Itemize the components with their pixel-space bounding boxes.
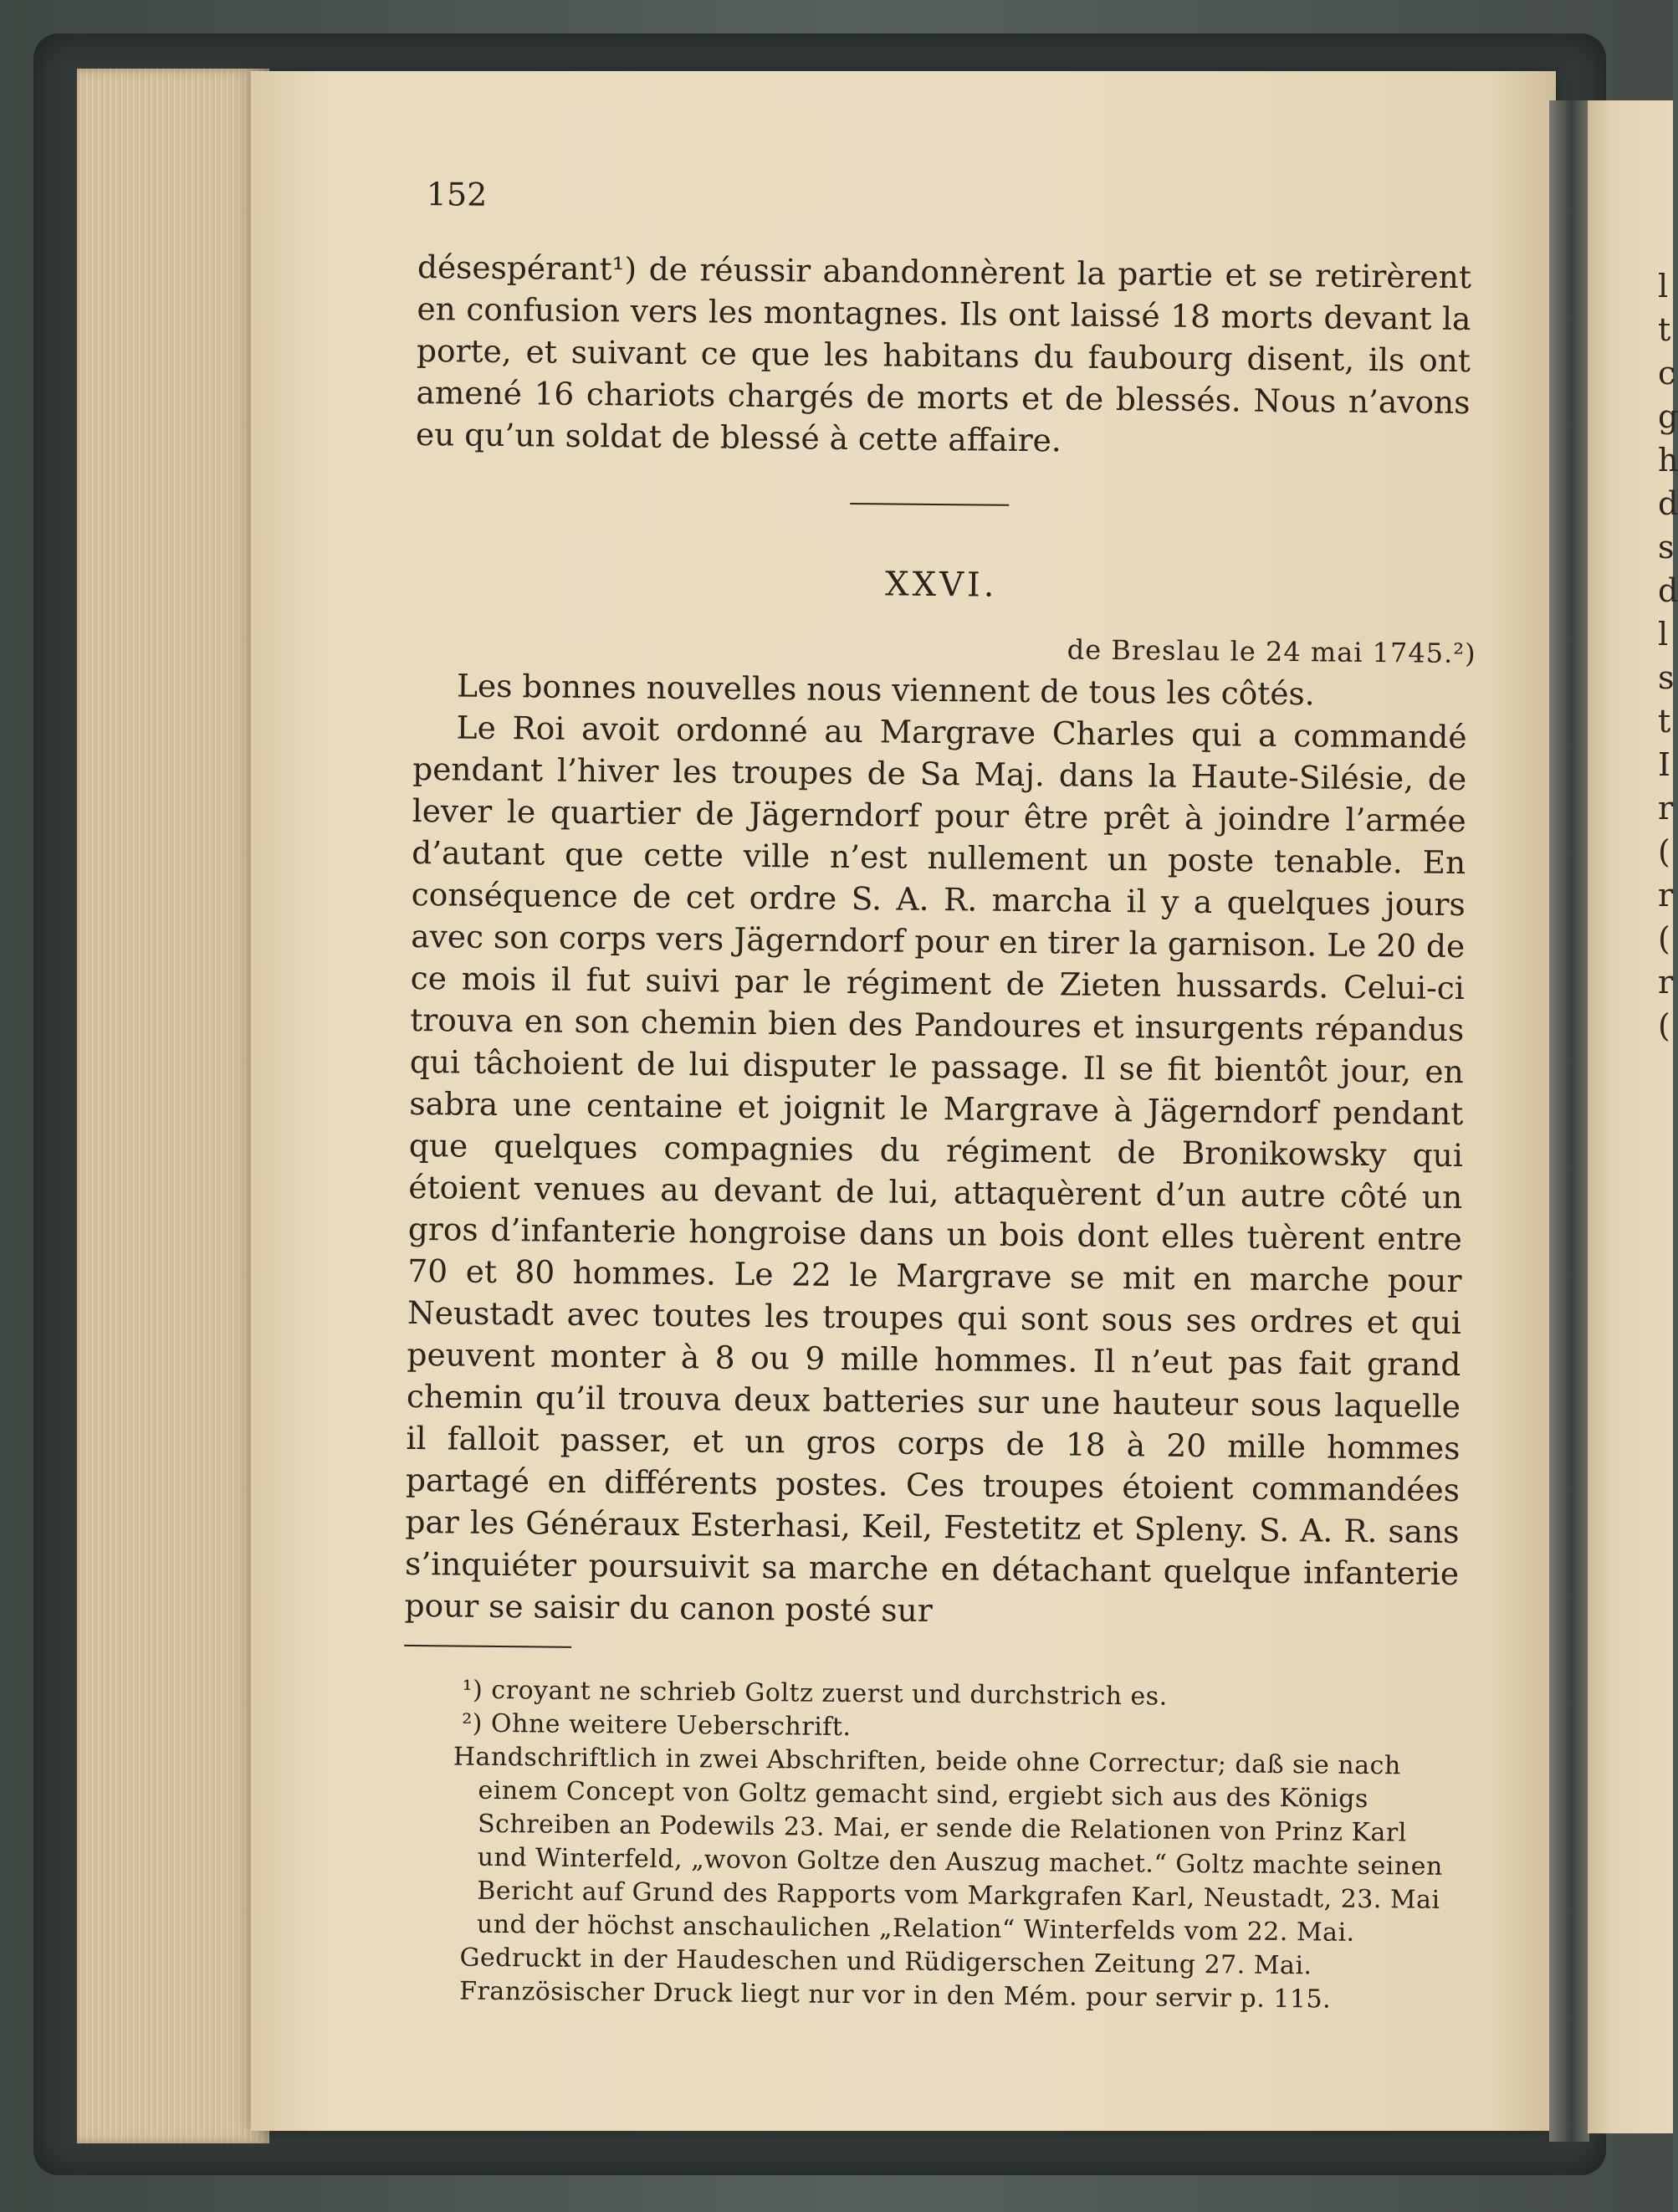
next-page-letter: l [1658,268,1669,305]
next-page-letter: ( [1658,1007,1670,1044]
next-page-letter: h [1658,442,1678,479]
next-page-letter: ( [1658,920,1670,957]
next-page-letter: d [1658,485,1678,522]
next-page-letter: r [1658,964,1674,1001]
letter-dateline: de Breslau le 24 mai 1745.²) [1067,633,1476,670]
page-edges [77,69,269,2143]
next-page-letter: t [1658,311,1671,348]
next-page-letter: s [1658,659,1675,696]
footnote-french-print: Französischer Druck liegt nur vor in den Mém. pour servir p. 115. [459,1976,1332,2015]
section-title: XXVI. [884,565,998,605]
next-page-letter: ( [1658,833,1670,870]
footnote-2: ²) Ohne weitere Ueberschrift. [462,1708,852,1743]
page-number: 152 [426,176,488,213]
intro-paragraph: désespérant¹) de réussir abandonnèrent la partie et se retirèrent en confusion vers les montagnes. Ils ont laissé 18 morts devant la porte, et suivant ce que les habitans du faubourg disent, ils ont amené 16 chariots chargés de morts et de blessés. Nous n’avons eu qu’un soldat de blessé à cette affaire. [415,248,1472,459]
next-page-letter: c [1658,355,1676,392]
body-paragraph-1: Les bonnes nouvelles nous viennent de tous les côtés. [456,667,1315,713]
next-page-letter: I [1658,746,1671,783]
book-gutter [1549,100,1589,2142]
next-page-letter: l [1658,616,1669,653]
page-content [401,176,1476,2018]
next-page-letter: t [1658,703,1671,740]
footnote-divider [404,1645,571,1648]
footnote-2-detail: Handschriftlich in zwei Abschriften, beide ohne Correctur; daß sie nach einem Concept von Goltz gemacht sind, ergiebt sich aus des Königs Schreiben an Podewils 23. Mai, er sende die Relationen von Prinz Karl und Winterfeld, „wovon Goltze den Auszug machet.“ Goltz machte seinen Bericht auf Grund des Rapports vom Markgrafen Karl, Neustadt, 23. Mai und der höchst anschaulichen „Relation“ Winterfelds vom 22. Mai. [453,1742,1443,1948]
footnote-1: ¹) croyant ne schrieb Goltz zuerst und durchstrich es. [462,1675,1168,1712]
section-divider [850,503,1009,506]
footnote-printed-source: Gedruckt in der Haudeschen und Rüdigerschen Zeitung 27. Mai. [459,1943,1312,1981]
next-page-letter: d [1658,572,1678,609]
body-paragraph-2: Le Roi avoit ordonné au Margrave Charles qui a commandé pendant l’hiver les troupes de Sa Maj. dans la Haute-Silésie, de lever le quartier de Jägerndorf pour être prêt à joindre l’armée d’autant que cette ville n’est nullement un poste tenable. En conséquence de cet ordre S. A. R. marcha il y a quelques jours avec son corps vers Jägerndorf pour en tirer la garnison. Le 20 de ce mois il fut suivi par le régiment de Zieten hussards. Celui-ci trouva en son chemin bien des Pandoures et insurgents répandus qui tâchoient de lui disputer le passage. Il se fit bientôt jour, en sabra une centaine et joignit le Margrave à Jägerndorf pendant que quelques compagnies du régiment de Bronikowsky qui étoient venues au devant de lui, attaquèrent d’un autre côté un gros d’infanterie hongroise dans un bois dont elles tuèrent entre 70 et 80 hommes. Le 22 le Margrave se mit en marche pour Neustadt avec toutes les troupes qui sont sous ses ordres et qui peuvent monter à 8 ou 9 mille hommes. Il n’eut pas fait grand chemin qu’il trouva deux batteries sur une hauteur sous laquelle il falloit passer, et un gros corps de 18 à 20 mille hommes partagé en différents postes. Ces troupes étoient commandées par les Généraux Esterhasi, Keil, Festetitz et Spleny. S. A. R. sans s’inquiéter poursuivit sa marche en détachant quelque infanterie pour se saisir du canon posté sur [404,709,1467,1629]
next-page-letter: r [1658,877,1674,914]
next-page-letter: s [1658,529,1675,566]
next-page-letter: r [1658,790,1674,827]
next-page-letter: g [1658,398,1678,435]
next-page-edge [1588,100,1678,2133]
